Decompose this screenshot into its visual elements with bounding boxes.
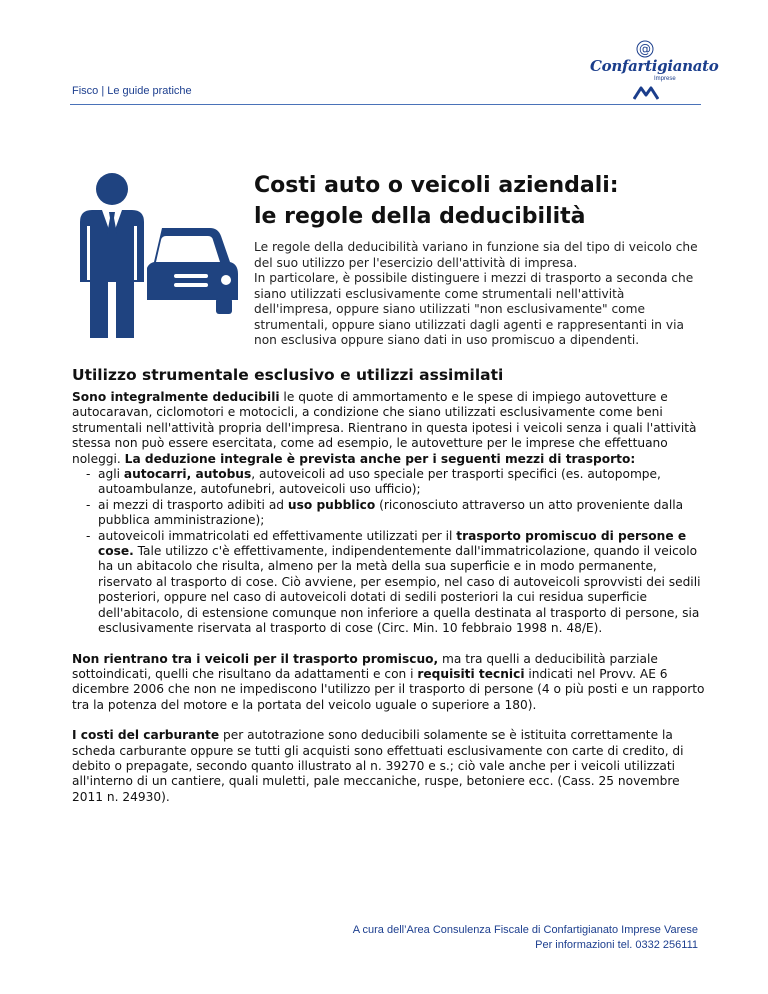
bold-text: autocarri, autobus xyxy=(123,467,252,482)
title-line-2: le regole della deducibilità xyxy=(254,204,586,229)
footer-phone: Per informazioni tel. 0332 256111 xyxy=(535,939,698,951)
footer-credit: A cura dell’Area Consulenza Fiscale di Confartigianato Imprese Varese xyxy=(352,924,698,936)
list-text: (riconosciuto attraverso un atto proveniente dalla pubblica amministrazione); xyxy=(98,497,684,528)
section-heading: Utilizzo strumentale esclusivo e utilizzi assimilati xyxy=(72,366,504,384)
intro-text xyxy=(254,240,704,349)
svg-text:@: @ xyxy=(639,42,651,56)
list-item xyxy=(72,467,708,498)
logo-sub: Imprese xyxy=(654,76,676,82)
bold-text: La deduzione integrale è prevista anche per i seguenti mezzi di trasporto: xyxy=(124,451,636,466)
title-line-1: Costi auto o veicoli aziendali: xyxy=(254,173,619,198)
logo-mark-icon xyxy=(633,84,659,100)
bold-text: Non rientrano tra i veicoli per il trasporto promiscuo, xyxy=(72,651,439,666)
intro-paragraph-1: Le regole della deducibilità variano in funzione sia del tipo di veicolo che del suo utilizzo per l'esercizio dell'attività di impresa. xyxy=(254,240,698,270)
intro-paragraph-2: In particolare, è possibile distinguere i mezzi di trasporto a seconda che siano utilizzati esclusivamente come strumentali nell'attività dell'impresa, oppure siano utilizzati "non esclusivamente" come strumentali, oppure siano utilizzati dagli agenti e rappresentanti in via non esclusiva oppure siano dati in uso promiscuo a dipendenti. xyxy=(254,271,694,347)
list-text: ai mezzi di trasporto adibiti ad xyxy=(98,497,288,512)
section-body xyxy=(72,390,708,820)
header-divider xyxy=(70,104,701,105)
list-text: , autoveicoli ad uso speciale per trasporti specifici (es. autopompe, autoambulanze, autofunebri, autoveicoli uso ufficio); xyxy=(98,467,661,497)
vehicle-list xyxy=(72,467,708,636)
list-dash: - xyxy=(86,528,91,543)
bold-text: Sono integralmente deducibili xyxy=(72,390,280,404)
section-label: Fisco | Le guide pratiche xyxy=(72,85,192,97)
businessman-with-car-icon xyxy=(70,170,240,340)
body-text: le quote di ammortamento e le spese di impiego autovetture e autocaravan, ciclomotori e motocicli, a condizione che siano utilizzati esclusivamente come beni strumentali nell'attività propria dell'impresa. Rientrano in questa ipotesi i veicoli senza i quali l'attività stessa non può essere esercitata, come ad esempio, le autovetture per le imprese che effettuano noleggi. xyxy=(72,390,697,466)
list-text: autoveicoli immatricolati ed effettivamente utilizzati per il xyxy=(98,528,457,543)
body-paragraph-3 xyxy=(72,728,708,805)
list-text: Tale utilizzo c'è effettivamente, indipendentemente dall'immatricolazione, quando il veicolo ha un abitacolo che risulta, almeno per la metà della sua superficie e in modo permanente, riservato al trasporto di cose. Ciò avviene, per esempio, nel caso di autoveicoli sprovvisti dei sedili posteriori, oppure nel caso di autoveicoli dotati di sedili posteriori la cui residua superficie dell'abitacolo, di estensione comunque non inferiore a quella destinata al trasporto di persone, sia esclusivamente riservata al trasporto di cose (Circ. Min. 10 febbraio 1998 n. 48/E). xyxy=(98,544,701,636)
list-dash: - xyxy=(86,467,91,482)
bold-text: I costi del carburante xyxy=(72,728,220,743)
list-item xyxy=(72,529,708,637)
body-text: indicati nel Provv. AE 6 dicembre 2006 che non ne impediscono l'utilizzo per il trasporto di persone (4 o più posti e un rapporto tra la potenza del motore e la portata del veicolo uguale o superiore a 180). xyxy=(72,666,705,712)
at-sign-icon xyxy=(636,40,654,58)
body-text: per autotrazione sono deducibili solamente se è istituita correttamente la scheda carburante oppure se tutti gli acquisti sono effettuati esclusivamente con carte di credito, di debito o prepagate, secondo quanto illustrato al n. 39270 e s.; ciò vale anche per i veicoli utilizzati all'interno di un cantiere, quali muletti, pale meccaniche, ruspe, betoniere ecc. (Cass. 25 novembre 2011 n. 24930). xyxy=(72,728,684,804)
list-item xyxy=(72,498,708,529)
bold-text: requisiti tecnici xyxy=(417,666,525,681)
footer xyxy=(300,923,698,953)
bold-text: uso pubblico xyxy=(287,497,376,512)
list-dash: - xyxy=(86,497,91,512)
list-text: agli xyxy=(98,467,124,482)
body-paragraph-2 xyxy=(72,652,708,714)
page-title xyxy=(254,170,714,232)
confartigianato-logo xyxy=(590,40,719,102)
logo-brand: Confartigianato xyxy=(590,57,719,75)
body-paragraph-1 xyxy=(72,390,708,467)
body-text: ma tra quelli a deducibilità parziale sottoindicati, quelli che risultano da adattamenti e con i xyxy=(72,651,658,681)
bold-text: trasporto promiscuo di persone e cose. xyxy=(98,528,687,559)
